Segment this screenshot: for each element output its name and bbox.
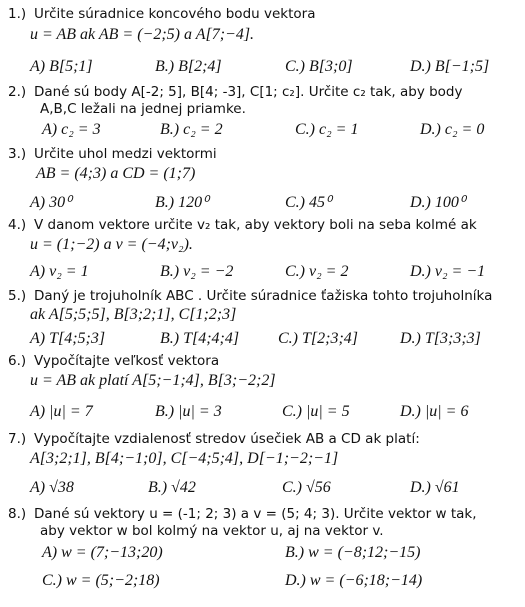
question-5-option-a: A) T[4;5;3] bbox=[30, 330, 106, 347]
question-3-option-a: A) 30⁰ bbox=[30, 194, 72, 211]
question-5-heading: 5.) Daný je trojuholník ABC . Určite súradnice ťažiska tohto trojuholníka bbox=[8, 288, 493, 304]
question-6-option-d: D.) |u| = 6 bbox=[400, 403, 469, 420]
question-6-option-c: C.) |u| = 5 bbox=[282, 403, 350, 420]
question-6-option-a: A) |u| = 7 bbox=[30, 403, 93, 420]
question-8-heading-line2: aby vektor w bol kolmý na vektor u, aj na vektor v. bbox=[40, 523, 384, 539]
question-7-given: A[3;2;1], B[4;−1;0], C[−4;5;4], D[−1;−2;−1] bbox=[30, 450, 339, 467]
question-3-option-b: B.) 120⁰ bbox=[155, 194, 209, 211]
question-4-option-c: C.) v₂ = 2 bbox=[285, 263, 349, 280]
question-7-option-c: C.) √56 bbox=[282, 479, 331, 496]
question-4-option-d: D.) v₂ = −1 bbox=[410, 263, 486, 280]
question-6-option-b: B.) |u| = 3 bbox=[155, 403, 222, 420]
question-2-option-a: A) c₂ = 3 bbox=[42, 121, 101, 138]
question-3-heading: 3.) Určite uhol medzi vektormi bbox=[8, 146, 217, 162]
question-8-option-b: B.) w = (−8;12;−15) bbox=[285, 544, 421, 561]
question-1-option-b: B.) B[2;4] bbox=[155, 58, 222, 75]
question-7-option-b: B.) √42 bbox=[148, 479, 196, 496]
question-8-option-d: D.) w = (−6;18;−14) bbox=[285, 572, 423, 589]
question-8-option-a: A) w = (7;−13;20) bbox=[42, 544, 163, 561]
question-4-option-a: A) v₂ = 1 bbox=[30, 263, 89, 280]
question-7-option-a: A) √38 bbox=[30, 479, 74, 496]
question-4-given: u = (1;−2) a v = (−4;v₂). bbox=[30, 236, 193, 253]
question-8-option-c: C.) w = (5;−2;18) bbox=[42, 572, 160, 589]
question-5-option-b: B.) T[4;4;4] bbox=[160, 330, 240, 347]
question-5-option-c: C.) T[2;3;4] bbox=[278, 330, 359, 347]
question-2-heading: 2.) Dané sú body A[-2; 5], B[4; -3], C[1; c₂]. Určite c₂ tak, aby body bbox=[8, 84, 463, 100]
question-2-heading-line2: A,B,C ležali na jednej priamke. bbox=[40, 101, 246, 117]
question-5-given: ak A[5;5;5], B[3;2;1], C[1;2;3] bbox=[30, 306, 237, 323]
question-8-heading: 8.) Dané sú vektory u = (-1; 2; 3) a v = (5; 4; 3). Určite vektor w tak, bbox=[8, 506, 477, 522]
question-7-option-d: D.) √61 bbox=[410, 479, 460, 496]
question-1-given: u = AB ak AB = (−2;5) a A[7;−4]. bbox=[30, 26, 255, 43]
question-2-option-d: D.) c₂ = 0 bbox=[420, 121, 485, 138]
question-3-option-c: C.) 45⁰ bbox=[285, 194, 332, 211]
question-2-option-c: C.) c₂ = 1 bbox=[295, 121, 359, 138]
question-1-option-d: D.) B[−1;5] bbox=[410, 58, 490, 75]
question-5-option-d: D.) T[3;3;3] bbox=[400, 330, 481, 347]
question-1-option-a: A) B[5;1] bbox=[30, 58, 93, 75]
question-6-heading: 6.) Vypočítajte veľkosť vektora bbox=[8, 353, 220, 369]
question-3-option-d: D.) 100⁰ bbox=[410, 194, 466, 211]
question-1-heading: 1.) Určite súradnice koncového bodu vektora bbox=[8, 6, 316, 22]
question-7-heading: 7.) Vypočítajte vzdialenosť stredov úsečiek AB a CD ak platí: bbox=[8, 431, 420, 447]
question-2-option-b: B.) c₂ = 2 bbox=[160, 121, 223, 138]
question-4-heading: 4.) V danom vektore určite v₂ tak, aby vektory boli na seba kolmé ak bbox=[8, 217, 477, 233]
question-6-given: u = AB ak platí A[5;−1;4], B[3;−2;2] bbox=[30, 372, 276, 389]
question-1-option-c: C.) B[3;0] bbox=[285, 58, 353, 75]
question-4-option-b: B.) v₂ = −2 bbox=[160, 263, 234, 280]
question-3-given: AB = (4;3) a CD = (1;7) bbox=[36, 165, 196, 182]
